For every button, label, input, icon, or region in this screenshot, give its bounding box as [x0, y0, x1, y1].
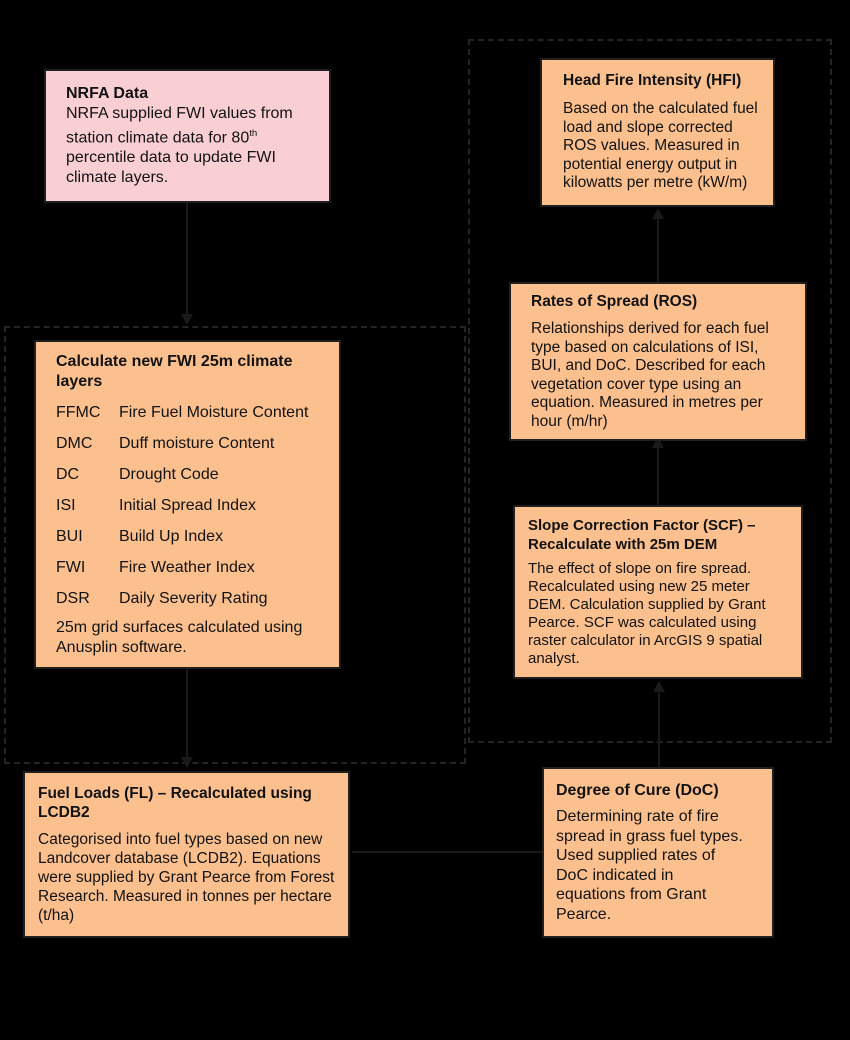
scf-body: The effect of slope on fire spread. Recalculated using new 25 meter DEM. Calculation supplied by Grant Pearce. SCF was calculated using raster calculator in ArcGIS 9 spatial analyst.	[528, 560, 766, 667]
arrow-doc-to-scf	[658, 691, 660, 767]
nrfa-data-box	[44, 69, 331, 203]
slope-correction-factor-box	[513, 505, 803, 679]
fwi-row: DSR Daily Severity Rating	[56, 590, 268, 607]
fwi-footer: 25m grid surfaces calculated using Anusplin software.	[56, 619, 303, 656]
ros-title: Rates of Spread (ROS)	[531, 293, 698, 310]
fuel-loads-box	[23, 771, 350, 938]
arrowhead-down-icon	[181, 757, 193, 768]
nrfa-title: NRFA Data	[66, 85, 149, 102]
fwi-row: FFMC Fire Fuel Moisture Content	[56, 404, 309, 421]
arrow-ros-to-hfi	[657, 218, 659, 282]
ros-body: Relationships derived for each fuel type based on calculations of ISI, BUI, and DoC. Described for each vegetation cover type using an equation. Measured in metres per hour (m/hr)	[531, 320, 769, 430]
arrowhead-down-icon	[181, 314, 193, 325]
head-fire-intensity-box	[540, 58, 775, 207]
fuel-loads-title: Fuel Loads (FL) – Recalculated using LCDB2	[38, 785, 312, 821]
nrfa-body: NRFA supplied FWI values from station climate data for 80th percentile data to update FWI climate layers.	[66, 105, 293, 187]
fwi-title: Calculate new FWI 25m climate layers	[56, 353, 293, 390]
doc-body: Determining rate of fire spread in grass fuel types. Used supplied rates of DoC indicated in equations from Grant Pearce.	[556, 808, 743, 923]
superscript-th: th	[249, 128, 258, 139]
arrow-scf-to-ros	[657, 447, 659, 505]
arrow-nrfa-to-fwi-group	[186, 202, 188, 315]
fuel-loads-body: Categorised into fuel types based on new Landcover database (LCDB2). Equations were supplied by Grant Pearce from Forest Research. Measured in tonnes per hectare (t/ha)	[38, 831, 335, 924]
doc-title: Degree of Cure (DoC)	[556, 782, 719, 799]
hfi-title: Head Fire Intensity (HFI)	[563, 72, 742, 89]
degree-of-cure-box	[542, 767, 774, 938]
connector-fuel-loads-to-doc	[352, 851, 542, 853]
rates-of-spread-box	[509, 282, 807, 441]
fwi-row: DMC Duff moisture Content	[56, 435, 275, 452]
arrow-fwi-to-fuel-loads	[186, 669, 188, 758]
fwi-row: FWI Fire Weather Index	[56, 559, 255, 576]
scf-title: Slope Correction Factor (SCF) – Recalculate with 25m DEM	[528, 517, 756, 553]
fwi-row: ISI Initial Spread Index	[56, 497, 256, 514]
fwi-row: DC Drought Code	[56, 466, 219, 483]
hfi-body: Based on the calculated fuel load and slope corrected ROS values. Measured in potential energy output in kilowatts per metre (kW/m)	[563, 100, 758, 191]
fwi-row: BUI Build Up Index	[56, 528, 224, 545]
fwi-climate-layers-box	[34, 340, 341, 669]
